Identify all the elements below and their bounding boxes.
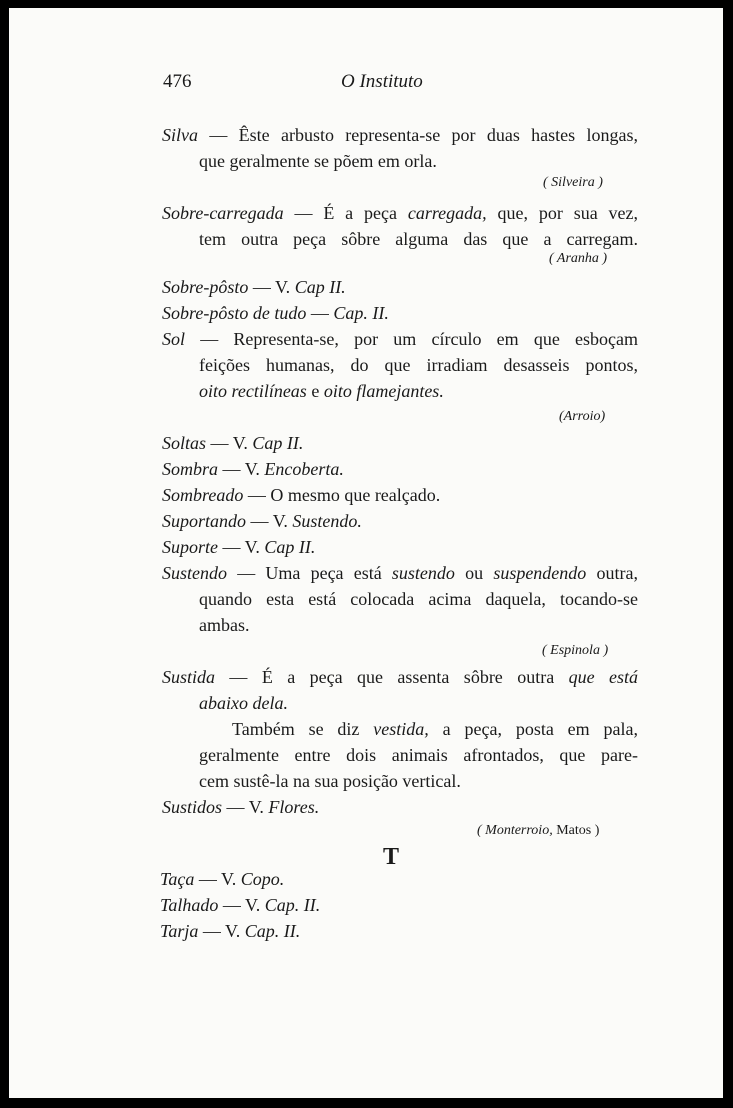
source-citation: ( Silveira ): [543, 175, 603, 190]
running-title: O Instituto: [341, 71, 423, 92]
entry-term: Sobre-carregada: [162, 203, 284, 223]
entry-sobre-posto: Sobre-pôsto — V. Cap II.: [162, 277, 346, 297]
entry-soltas: Soltas — V. Cap II.: [162, 433, 304, 453]
entry-sustida-line3: Também se diz vestida, a peça, posta em pala,: [232, 719, 638, 739]
entry-suporte: Suporte — V. Cap II.: [162, 537, 316, 557]
entry-term: Silva: [162, 125, 198, 145]
book-page: [9, 8, 723, 1098]
entry-silva-line1: Silva — Êste arbusto representa-se por duas hastes longas,: [162, 125, 638, 145]
entry-sustendo-line3: ambas.: [199, 615, 250, 635]
entry-sol-line1: Sol — Representa-se, por um círculo em que esboçam: [162, 329, 639, 349]
source-citation: (Arroio): [559, 409, 606, 424]
entry-silva-line2: que geralmente se põem em orla.: [199, 151, 437, 171]
entry-sustida-line1: Sustida — É a peça que assenta sôbre outra que está: [162, 667, 639, 687]
entry-sobre-posto-de-tudo: Sobre-pôsto de tudo — Cap. II.: [162, 303, 389, 323]
entry-taca: Taça — V. Copo.: [160, 869, 285, 889]
entry-talhado: Talhado — V. Cap. II.: [160, 895, 321, 915]
entry-sustendo-line1: Sustendo — Uma peça está sustendo ou suspendendo outra,: [162, 563, 638, 583]
entry-sobre-carregada-line2: tem outra peça sôbre alguma das que a carregam.: [199, 229, 638, 249]
page-number: 476: [163, 71, 192, 92]
entry-sombra: Sombra — V. Encoberta.: [162, 459, 344, 479]
entry-sustida-line2: abaixo dela.: [199, 693, 288, 713]
source-citation: ( Aranha ): [549, 251, 608, 266]
source-citation: ( Monterroio, Matos ): [477, 823, 600, 838]
entry-sol-line2: feições humanas, do que irradiam desasseis pontos,: [199, 355, 638, 375]
entry-suportando: Suportando — V. Sustendo.: [162, 511, 362, 531]
entry-sustendo-line2: quando esta está colocada acima daquela, tocando-se: [199, 589, 638, 609]
entry-sustida-line5: cem sustê-la na sua posição vertical.: [199, 771, 461, 791]
source-citation: ( Espinola ): [542, 643, 609, 658]
entry-sustidos: Sustidos — V. Flores.: [162, 797, 320, 817]
section-letter: T: [383, 844, 400, 870]
entry-sobre-carregada-line1: Sobre-carregada — É a peça carregada, que, por sua vez,: [162, 203, 639, 223]
entry-sustida-line4: geralmente entre dois animais afrontados, que pare-: [199, 745, 638, 765]
entry-tarja: Tarja — V. Cap. II.: [160, 921, 301, 941]
entry-sol-line3: oito rectilíneas e oito flamejantes.: [199, 381, 444, 401]
entry-sombreado: Sombreado — O mesmo que realçado.: [162, 485, 441, 505]
